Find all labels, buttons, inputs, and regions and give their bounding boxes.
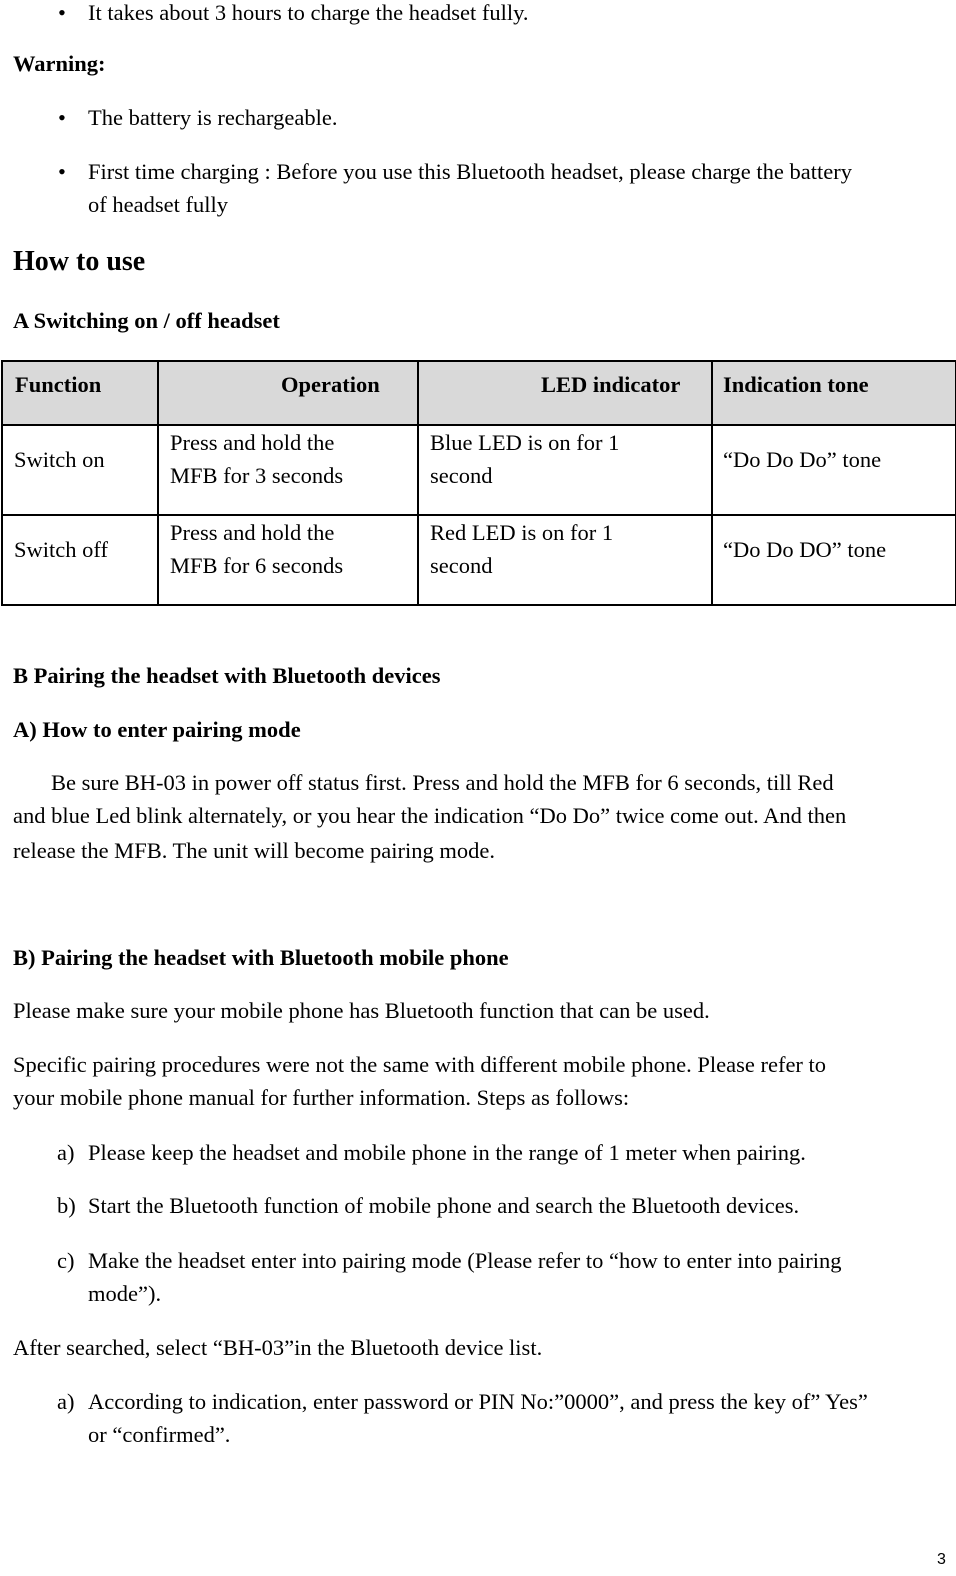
step-text-continued: mode”).	[88, 1281, 162, 1306]
cell-operation: Press and hold the	[170, 430, 335, 455]
page-number: 3	[937, 1551, 946, 1568]
paragraph: Please make sure your mobile phone has Bluetooth function that can be used.	[13, 998, 710, 1023]
cell-led: second	[430, 553, 493, 578]
step-text: According to indication, enter password or PIN No:”0000”, and press the key of” Yes”	[88, 1389, 868, 1414]
table-header-cell	[712, 361, 956, 425]
step-text: Make the headset enter into pairing mode (Please refer to “how to enter into pairing	[88, 1248, 842, 1273]
section-b-heading: B Pairing the headset with Bluetooth devices	[13, 663, 441, 688]
cell-tone: “Do Do DO” tone	[723, 537, 887, 562]
how-to-use-heading: How to use	[13, 246, 146, 277]
table-header-cell	[158, 361, 418, 425]
paragraph: After searched, select “BH-03”in the Bluetooth device list.	[13, 1335, 543, 1360]
warning-heading: Warning:	[13, 51, 106, 76]
cell-tone: “Do Do Do” tone	[723, 447, 882, 472]
bullet-icon: •	[58, 159, 66, 184]
bullet-icon: •	[58, 0, 66, 25]
cell-function: Switch off	[14, 537, 108, 562]
step-text-continued: or “confirmed”.	[88, 1422, 231, 1447]
paragraph: your mobile phone manual for further information. Steps as follows:	[13, 1085, 630, 1110]
step-text: Please keep the headset and mobile phone in the range of 1 meter when pairing.	[88, 1140, 806, 1165]
cell-operation: Press and hold the	[170, 520, 335, 545]
cell-operation: MFB for 6 seconds	[170, 553, 344, 578]
paragraph: Specific pairing procedures were not the same with different mobile phone. Please refer to	[13, 1052, 827, 1077]
pairing-mode-paragraph: and blue Led blink alternately, or you hear the indication “Do Do” twice come out. And then	[13, 803, 847, 828]
header-led-indicator: LED indicator	[541, 372, 681, 397]
warning-bullet: First time charging : Before you use this Bluetooth headset, please charge the battery	[88, 159, 852, 184]
header-function: Function	[15, 372, 102, 397]
step-text: Start the Bluetooth function of mobile phone and search the Bluetooth devices.	[88, 1193, 800, 1218]
warning-bullet: The battery is rechargeable.	[88, 105, 338, 130]
header-indication-tone: Indication tone	[723, 372, 869, 397]
charge-time-text: It takes about 3 hours to charge the headset fully.	[88, 0, 529, 25]
section-a-heading: A Switching on / off headset	[13, 308, 280, 333]
cell-function: Switch on	[14, 447, 105, 472]
pairing-mode-paragraph: release the MFB. The unit will become pairing mode.	[13, 838, 495, 863]
table-header-row	[2, 361, 956, 425]
pairing-mode-heading: A) How to enter pairing mode	[13, 717, 301, 742]
cell-operation: MFB for 3 seconds	[170, 463, 344, 488]
header-operation: Operation	[281, 372, 380, 397]
step-marker: a)	[57, 1140, 75, 1165]
pairing-mode-paragraph: Be sure BH-03 in power off status first. Press and hold the MFB for 6 seconds, till Red	[51, 770, 834, 795]
table-header-cell	[418, 361, 712, 425]
table-row	[2, 425, 956, 515]
table-header-cell	[2, 361, 158, 425]
step-marker: b)	[57, 1193, 76, 1218]
mobile-pairing-heading: B) Pairing the headset with Bluetooth mobile phone	[13, 945, 509, 970]
cell-led: second	[430, 463, 493, 488]
bullet-icon: •	[58, 105, 66, 130]
step-marker: a)	[57, 1389, 75, 1414]
cell-led: Blue LED is on for 1	[430, 430, 620, 455]
warning-bullet-continued: of headset fully	[88, 192, 228, 217]
cell-led: Red LED is on for 1	[430, 520, 614, 545]
step-marker: c)	[57, 1248, 75, 1273]
switching-table	[1, 360, 956, 606]
table-row	[2, 515, 956, 605]
